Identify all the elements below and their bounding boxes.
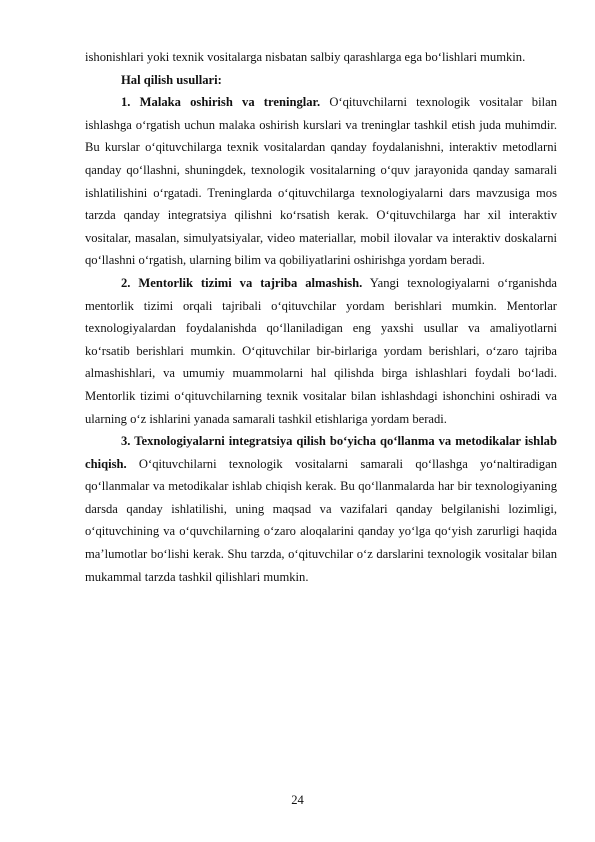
item-paragraph-2 (85, 272, 557, 430)
item-body-1: O‘qituvchilarni texnologik vositalar bilan ishlashga o‘rgatish uchun malaka oshirish kurslari va treninglar tashkil etish juda muhimdir. Bu kurslar o‘qituvchilarga texnik vositalardan qanday foydalanishni, interaktiv metodlarni qanday qo‘llashni, shuningdek, texnologik vositalarning o‘quv jarayonida qanday samarali ishlatilishini o‘rgatadi. Treninglarda o‘qituvchilarga texnologiyalarni dars mavzusiga mos tarzda qanday integratsiya qilishni ko‘rsatish kerak. O‘qituvchilarga har xil interaktiv vositalar, masalan, simulyatsiyalar, video materiallar, mobil ilovalar va interaktiv doskalarni qo‘llashni o‘rgatish, ularning bilim va qobiliyatlarini oshirishga yordam beradi. (85, 95, 557, 268)
document-page (85, 46, 557, 588)
item-lead-1: 1. Malaka oshirish va treninglar. (121, 95, 321, 110)
page-number: 24 (291, 793, 304, 807)
section-heading: Hal qilish usullari: (121, 72, 222, 87)
intro-paragraph: ishonishlari yoki texnik vositalarga nisbatan salbiy qarashlarga ega bo‘lishlari mumkin. (85, 50, 526, 64)
item-body-2: Yangi texnologiyalarni o‘rganishda mentorlik tizimi orqali tajribali o‘qituvchilar yordam berishlari mumkin. Mentorlar texnologiyalardan foydalanishda qo‘llaniladigan eng yaxshi usullar va amaliyotlarni ko‘rsatib berishlari mumkin. O‘qituvchilar bir-birlariga yordam berishlari, o‘zaro tajriba almashishlari, va umumiy muammolarni hal qilishda birga ishlashlari foydali bo‘ladi. Mentorlik tizimi o‘qituvchilarning texnik vositalar bilan ishlashdagi ishonchini oshiradi va ularning o‘z ishlarini yanada samarali tashkil etishlariga yordam beradi. (85, 275, 557, 426)
item-paragraph-1 (85, 91, 557, 272)
item-paragraph-3 (85, 430, 557, 588)
item-lead-3: 3. Texnologiyalarni integratsiya qilish bo‘yicha qo‘llanma va metodikalar ishlab chiqish. (85, 434, 557, 471)
item-lead-2: 2. Mentorlik tizimi va tajriba almashish. (121, 275, 363, 290)
item-body-3: O‘qituvchilarni texnologik vositalarni samarali qo‘llashga yo‘naltiradigan qo‘llanmalar va metodikalar ishlab chiqish kerak. Bu qo‘llanmalarda har bir texnologiyaning darsda qanday ishlatilishi, uning maqsad va vazifalari qanday belgilanishi lozimligi, o‘qituvchining va o‘quvchilarning o‘zaro aloqalarini qanday yo‘lga qo‘yish zarurligi haqida ma’lumotlar bo‘lishi kerak. Shu tarzda, o‘qituvchilar o‘z darslarini texnologik vositalar bilan mukammal tarzda tashkil qilishlari mumkin. (85, 456, 557, 584)
